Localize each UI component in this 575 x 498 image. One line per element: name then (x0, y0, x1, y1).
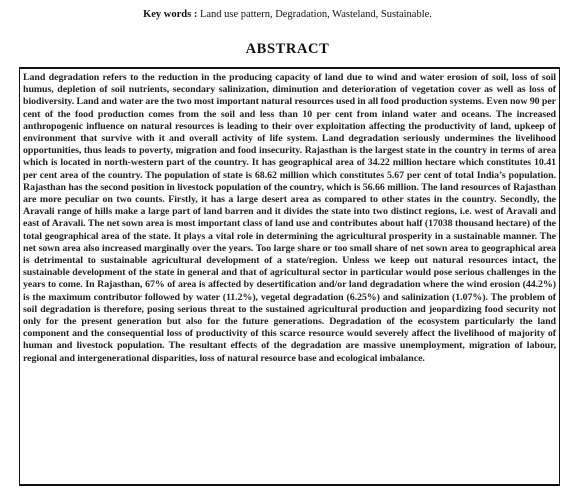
abstract-body: Land degradation refers to the reduction in the producing capacity of land due to wind and water erosion of soil, loss of soil humus, depletion of soil nutrients, secondary salinization, diminution and deterioration of vegetation cover as well as loss of biodiversity. Land and water are the two most important natural resources used in all food production systems. Even now 90 per cent of the food production comes from the soil and less than 10 per cent from inland water and oceans. The increased anthropogenic influence on natural resources is leading to their over exploitation affecting the productivity of land, upkeep of environment that survive with it and overall activity of life system. Land degradation seriously undermines the livelihood opportunities, thus leads to poverty, migration and food insecurity. Rajasthan is the largest state in the country in terms of area which is located in north-western part of the country. It has geographical area of 34.22 million hectare which constitutes 10.41 per cent area of the country. The population of state is 68.62 million which constitutes 5.67 per cent of total India’s population. Rajasthan has the second position in livestock population of the country, which is 56.66 million. The land resources of Rajasthan are more peculiar on two counts. Firstly, it has a large desert area as compared to other states in the country. Secondly, the Aravali range of hills make a large part of land barren and it divides the state into two distinct regions, i.e. west of Aravali and east of Aravali. The net sown area is most important class of land use and contributes about half (17038 thousand hectare) of the total geographical area of the state. It plays a vital role in determining the agricultural prosperity in a sustainable manner. The net sown area also increased marginally over the years. Too large share or too small share of net sown area to geographical area is detrimental to sustainable agricultural development of a state/region. Unless we keep out natural resources intact, the sustainable development of the state in general and that of agricultural sector in particular would pose serious challenges in the years to come. In Rajasthan, 67% of area is affected by desertification and/or land degradation where the wind erosion (44.2%) is the maximum contributor followed by water (11.2%), vegetal degradation (6.25%) and salinization (1.07%). The problem of soil degradation is therefore, posing serious threat to the sustained agricultural production and jeopardizing food security not only for the present generation but also for the future generations. Degradation of the ecosystem particularly the land component and the consequential loss of productivity of this scarce resource would severely affect the livelihood of majority of human and livestock population. The resultant effects of the degradation are massive unemployment, migration of labour, regional and intergenerational disparities, loss of natural resource base and ecological imbalance. (23, 72, 556, 364)
keywords-line (0, 8, 575, 21)
abstract-box (19, 67, 560, 486)
keywords-text: Land use pattern, Degradation, Wasteland, Sustainable. (197, 9, 432, 20)
abstract-heading: ABSTRACT (245, 41, 330, 57)
keywords-label: Key words : (143, 9, 198, 20)
